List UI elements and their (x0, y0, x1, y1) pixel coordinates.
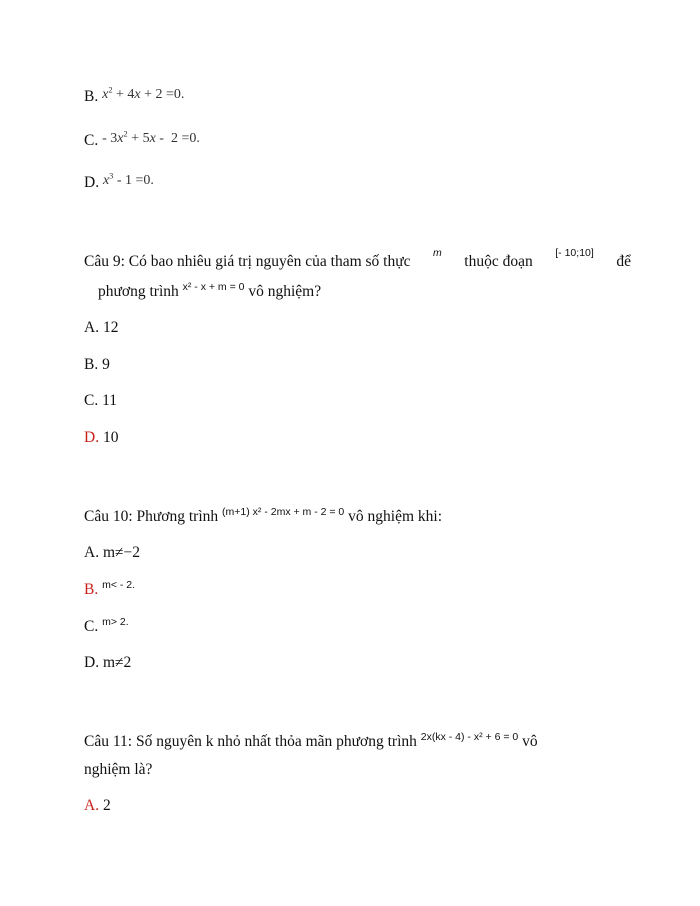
question-9-line2 (98, 283, 321, 301)
math-interval: [- 10;10] (555, 247, 594, 259)
option-b-prev (84, 85, 185, 106)
question-9-end: để (616, 253, 631, 270)
math-expression: - $3x^2 + 5x - 2 =0$. (102, 129, 200, 146)
option-letter: C. (84, 132, 99, 149)
question-9-line2-suffix: vô nghiệm? (248, 283, 322, 300)
question-11-prefix: Câu 11: Số nguyên k nhỏ nhất thỏa mãn phương trình (84, 733, 417, 750)
question-9-mid: thuộc đoạn (464, 253, 533, 270)
option-letter: D. (84, 174, 100, 191)
answer-letter: B. (84, 356, 99, 373)
question-11-line1 (84, 733, 538, 751)
question-9-line2-prefix: phương trình (98, 283, 179, 300)
answer-letter: A. (84, 319, 100, 336)
question-10-line1 (84, 508, 442, 526)
answer-text: m≠−2 (102, 544, 141, 561)
option-c-prev (84, 129, 200, 150)
answer-letter: A. (84, 544, 100, 561)
answer-b (84, 356, 110, 374)
answer-letter: A. (84, 797, 100, 814)
question-10-suffix: vô nghiệm khi: (348, 508, 442, 525)
question-11-line2 (84, 761, 152, 779)
math-equation: x² - x + m = 0 (182, 281, 245, 293)
question-9-prefix: Câu 9: Có bao nhiêu giá trị nguyên của tham số thực (84, 253, 411, 270)
answer-text: 2 (102, 797, 111, 814)
answer-text: 9 (102, 356, 110, 373)
answer-a (84, 544, 140, 562)
answer-text: m≠2 (102, 654, 132, 671)
option-letter: B. (84, 88, 99, 105)
question-11-suffix: vô (522, 733, 538, 750)
math-equation: (m+1) x² - 2mx + m - 2 = 0 (222, 506, 345, 518)
answer-letter: C. (84, 618, 99, 635)
answer-a-correct (84, 797, 111, 815)
answer-text: m> 2. (102, 616, 129, 628)
math-var-m: m (433, 247, 442, 259)
answer-d-correct (84, 429, 118, 447)
answer-text: 10 (102, 429, 119, 446)
math-equation: 2x(kx - 4) - x² + 6 = 0 (420, 731, 519, 743)
math-expression: $x^3 - 1 =0$. (102, 171, 154, 188)
answer-d (84, 654, 131, 672)
answer-letter: B. (84, 581, 99, 598)
answer-c (84, 618, 129, 636)
answer-text: 12 (102, 319, 119, 336)
answer-text: m< - 2. (102, 579, 136, 591)
answer-letter: C. (84, 392, 99, 409)
answer-letter: D. (84, 654, 100, 671)
answer-c (84, 392, 117, 410)
question-11-line2-text: nghiệm là? (84, 761, 153, 778)
answer-text: 11 (102, 392, 118, 409)
answer-a (84, 319, 118, 337)
question-9-line1 (84, 247, 631, 271)
question-10-prefix: Câu 10: Phương trình (84, 508, 219, 525)
answer-letter: D. (84, 429, 100, 446)
answer-b-correct (84, 581, 135, 599)
option-d-prev (84, 171, 154, 192)
math-expression: $x^2 + 4x + 2 =0$. (102, 85, 185, 102)
